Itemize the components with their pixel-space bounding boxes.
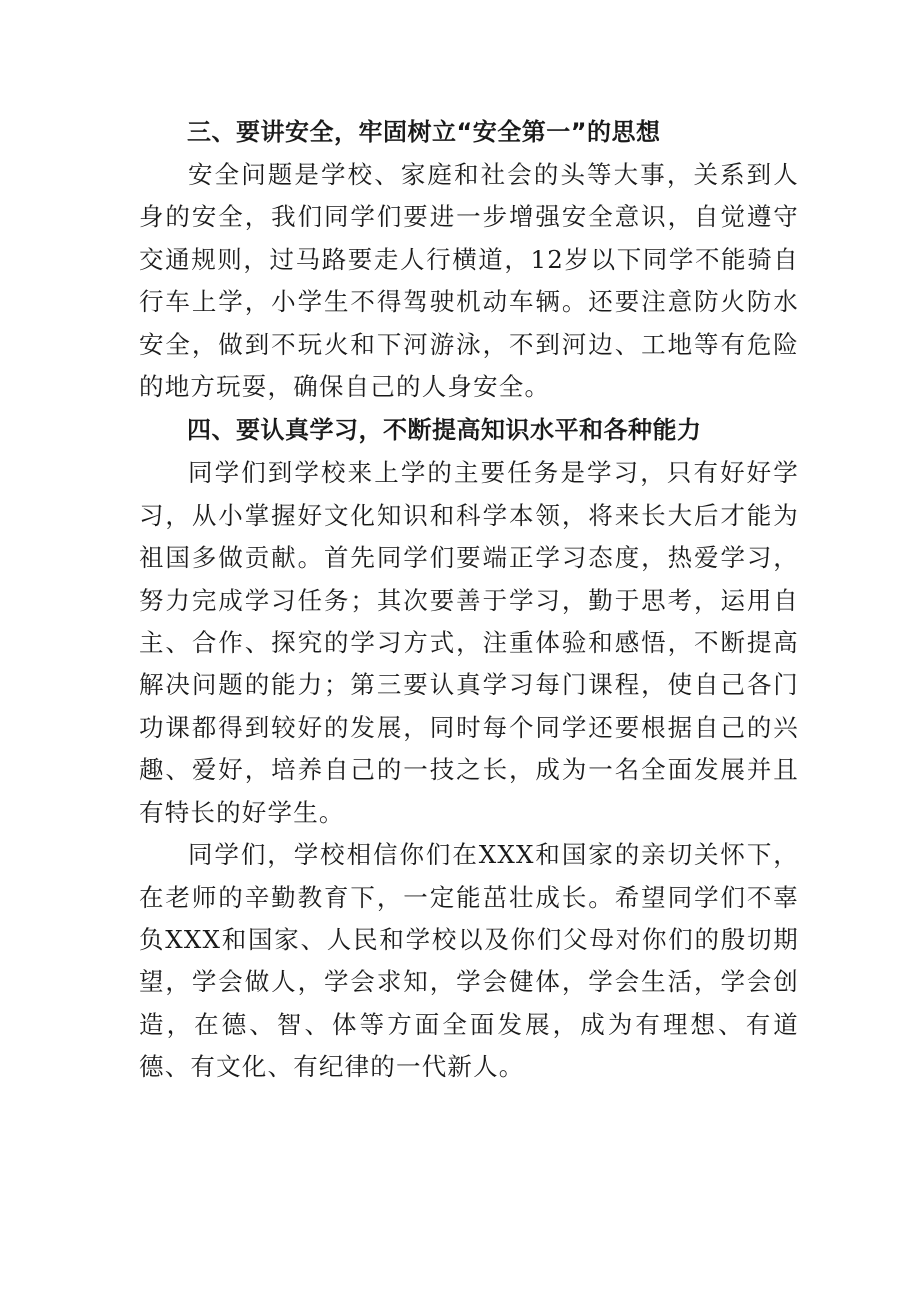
section-heading-study: 四、要认真学习，不断提高知识水平和各种能力: [187, 416, 702, 445]
paragraph-closing: 同学们，学校相信你们在XXX和国家的亲切关怀下，在老师的辛勤教育下，一定能茁壮成长。希望同学们不辜负XXX和国家、人民和学校以及你们父母对你们的殷切期望，学会做人，学会求知，学会健体，学会生活，学会创造，在德、智、体等方面全面发展，成为有理想、有道德、有文化、有纪律的一代新人。: [139, 840, 799, 1082]
section-heading-safety: 三、要讲安全，牢固树立“安全第一”的思想: [187, 118, 661, 146]
paragraph-safety: 安全问题是学校、家庭和社会的头等大事，关系到人身的安全，我们同学们要进一步增强安全意识，自觉遵守交通规则，过马路要走人行横道，12岁以下同学不能骑自行车上学，小学生不得驾驶机动车辆。还要注意防火防水安全，做到不玩火和下河游泳，不到河边、工地等有危险的地方玩耍，确保自己的人身安全。: [139, 160, 799, 402]
paragraph-study: 同学们到学校来上学的主要任务是学习，只有好好学习，从小掌握好文化知识和科学本领，将来长大后才能为祖国多做贡献。首先同学们要端正学习态度，热爱学习，努力完成学习任务；其次要善于学习，勤于思考，运用自主、合作、探究的学习方式，注重体验和感悟，不断提高解决问题的能力；第三要认真学习每门课程，使自己各门功课都得到较好的发展，同时每个同学还要根据自己的兴趣、爱好，培养自己的一技之长，成为一名全面发展并且有特长的好学生。: [139, 458, 799, 827]
document-body: [139, 110, 799, 1089]
